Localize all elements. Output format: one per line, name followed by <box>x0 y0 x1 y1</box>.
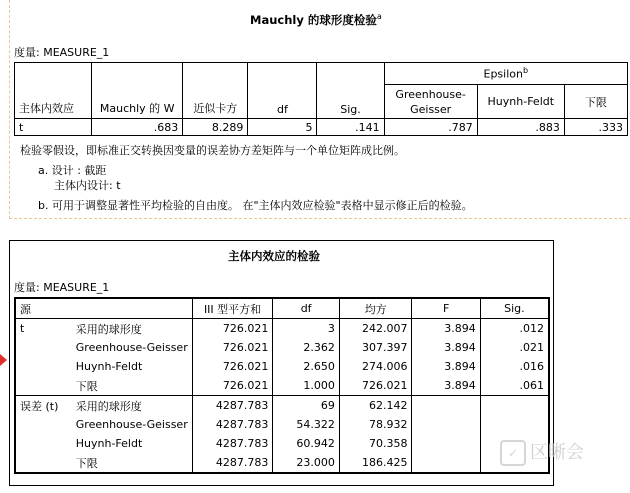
cell-df: 69 <box>273 396 340 416</box>
header-lower: 下限 <box>564 85 627 119</box>
cell-f: 3.894 <box>412 357 480 376</box>
cell-sig <box>480 396 549 416</box>
header-df2: df <box>273 298 340 319</box>
table-row <box>15 376 549 396</box>
mauchly-title-text: Mauchly 的球形度检验 <box>250 13 377 27</box>
cell-group: t <box>15 319 72 339</box>
cell-sig: .061 <box>480 376 549 396</box>
cell-group <box>15 338 72 357</box>
cell-f <box>412 396 480 416</box>
note-a1: a. 设计 : 截距 <box>38 164 107 177</box>
cell-df: 2.362 <box>273 338 340 357</box>
cell-group <box>15 357 72 376</box>
cell-ss: 726.021 <box>192 376 273 396</box>
cell-ms: 70.358 <box>339 434 412 453</box>
cell-ss: 4287.783 <box>192 415 273 434</box>
header-sig2: Sig. <box>480 298 549 319</box>
cell-method: 下限 <box>72 453 192 473</box>
within-title: 主体内效应的检验 <box>228 249 320 263</box>
watermark-logo-icon: ✓ <box>500 440 526 466</box>
cell-df: 3 <box>273 319 340 339</box>
header-epsilon <box>384 63 627 85</box>
cell-method: Greenhouse-Geisser <box>72 415 192 434</box>
header-f: F <box>412 298 480 319</box>
header-hf: Huynh-Feldt <box>477 85 564 119</box>
table-row <box>15 319 549 339</box>
cell-sig: .141 <box>317 119 384 136</box>
header-gg: Greenhouse-Geisser <box>384 85 477 119</box>
table-row <box>15 415 549 434</box>
cell-sig: .021 <box>480 338 549 357</box>
cell-ms: 242.007 <box>339 319 412 339</box>
cell-df: 1.000 <box>273 376 340 396</box>
cell-ms: 726.021 <box>339 376 412 396</box>
cell-group <box>15 376 72 396</box>
cell-sig: .016 <box>480 357 549 376</box>
note-a2: 主体内设计: t <box>54 179 121 192</box>
cell-chi: 8.289 <box>183 119 248 136</box>
cell-f <box>412 453 480 473</box>
table-row <box>15 434 549 453</box>
header-source: 源 <box>15 298 192 319</box>
header-sig: Sig. <box>317 63 384 119</box>
within-table <box>14 297 550 474</box>
cell-f <box>412 434 480 453</box>
header-effect: 主体内效应 <box>15 63 92 119</box>
cell-method: 采用的球形度 <box>72 396 192 416</box>
cell-f <box>412 415 480 434</box>
cell-f: 3.894 <box>412 376 480 396</box>
header-mauchly-w: Mauchly 的 W <box>92 63 183 119</box>
header-df: df <box>248 63 317 119</box>
cell-hf: .883 <box>477 119 564 136</box>
cell-lower: .333 <box>564 119 627 136</box>
cell-df: 60.942 <box>273 434 340 453</box>
cell-sig: .012 <box>480 319 549 339</box>
cell-ms: 62.142 <box>339 396 412 416</box>
cell-method: Greenhouse-Geisser <box>72 338 192 357</box>
cell-group <box>15 415 72 434</box>
cell-df: 2.650 <box>273 357 340 376</box>
mauchly-row <box>15 119 628 136</box>
within-subjects-panel <box>9 240 554 486</box>
header-epsilon-text: Epsilon <box>483 67 523 81</box>
cell-gg: .787 <box>384 119 477 136</box>
mauchly-measure: 度量: MEASURE_1 <box>14 46 110 59</box>
cell-ms: 307.397 <box>339 338 412 357</box>
header-chi: 近似卡方 <box>183 63 248 119</box>
table-row <box>15 338 549 357</box>
mauchly-title <box>250 12 382 28</box>
cell-effect: t <box>15 119 92 136</box>
header-ms: 均方 <box>339 298 412 319</box>
cell-ss: 726.021 <box>192 319 273 339</box>
cell-f: 3.894 <box>412 319 480 339</box>
cell-df: 54.322 <box>273 415 340 434</box>
table-row <box>15 453 549 473</box>
table-row <box>15 396 549 416</box>
note-null-hypothesis: 检验零假设，即标准正交转换因变量的误差协方差矩阵与一个单位矩阵成比例。 <box>20 144 405 157</box>
mauchly-title-sup: a <box>376 12 382 22</box>
cell-method: 下限 <box>72 376 192 396</box>
header-epsilon-sup: b <box>522 66 529 76</box>
watermark-text: 区晰会 <box>530 442 584 463</box>
cell-ss: 726.021 <box>192 338 273 357</box>
cell-ss: 4287.783 <box>192 453 273 473</box>
cell-ss: 4287.783 <box>192 396 273 416</box>
red-marker-icon <box>0 354 7 366</box>
cell-sig <box>480 415 549 434</box>
cell-df: 5 <box>248 119 317 136</box>
cell-group: 误差 (t) <box>15 396 72 416</box>
watermark <box>500 438 584 466</box>
cell-mauchly-w: .683 <box>92 119 183 136</box>
cell-ms: 274.006 <box>339 357 412 376</box>
cell-df: 23.000 <box>273 453 340 473</box>
mauchly-table <box>14 62 628 136</box>
note-b: b. 可用于调整显著性平均检验的自由度。 在"主体内效应检验"表格中显示修正后的检验。 <box>38 199 473 212</box>
cell-ss: 4287.783 <box>192 434 273 453</box>
cell-ms: 186.425 <box>339 453 412 473</box>
within-measure: 度量: MEASURE_1 <box>14 281 110 294</box>
cell-method: 采用的球形度 <box>72 319 192 339</box>
table-row <box>15 357 549 376</box>
cell-f: 3.894 <box>412 338 480 357</box>
cell-method: Huynh-Feldt <box>72 434 192 453</box>
cell-group <box>15 453 72 473</box>
cell-method: Huynh-Feldt <box>72 357 192 376</box>
within-header-row <box>15 298 549 319</box>
cell-ms: 78.932 <box>339 415 412 434</box>
header-ss: III 型平方和 <box>192 298 273 319</box>
mauchly-panel <box>9 0 630 219</box>
cell-ss: 726.021 <box>192 357 273 376</box>
cell-group <box>15 434 72 453</box>
